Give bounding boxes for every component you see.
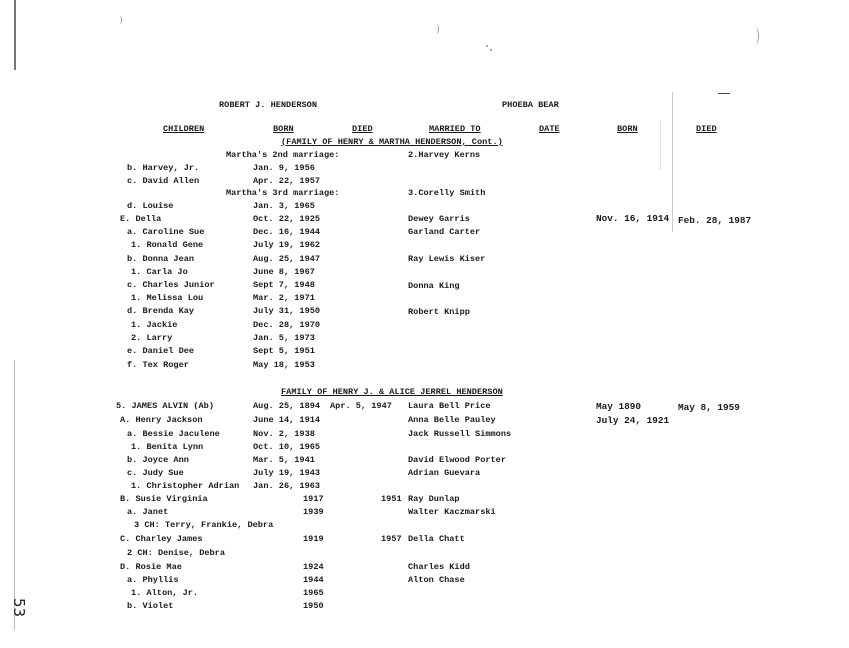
row-died: 1951 [381,494,402,504]
row-born: Jan. 9, 1956 [253,163,315,173]
col-children: CHILDREN [163,124,205,134]
scan-speck [718,93,730,94]
row-name: a. Janet [127,507,169,517]
row-born: July 19, 1962 [253,240,321,250]
row-married: Ray Lewis Kiser [408,254,486,264]
scan-speck [672,92,673,232]
scan-speck [118,16,122,24]
row-born: July 19, 1943 [253,468,321,478]
row-born: 1924 [303,562,324,572]
row-name: 1. Ronald Gene [131,240,204,250]
section-title-2: FAMILY OF HENRY J. & ALICE JERREL HENDERSON [281,387,503,397]
row-born: Nov. 2, 1938 [253,429,315,439]
row-note: 3 CH: Terry, Frankie, Debra [134,520,274,530]
row-name: e. Daniel Dee [127,346,195,356]
section-title-1: (FAMILY OF HENRY & MARTHA HENDERSON, Cont.) [281,137,503,147]
row-spouse-born: Nov. 16, 1914 [596,213,670,224]
row-married: 2.Harvey Kerns [408,150,481,160]
row-spouse-born: July 24, 1921 [596,415,670,426]
row-name: b. Donna Jean [127,254,195,264]
row-spouse-died: May 8, 1959 [678,402,740,413]
row-born: Martha's 3rd marriage: [226,188,340,198]
row-born: 1919 [303,534,324,544]
wife-name: PHOEBA BEAR [502,100,559,110]
row-name: 1. Carla Jo [131,267,188,277]
row-died: Apr. 5, 1947 [330,401,392,411]
row-married: David Elwood Porter [408,455,506,465]
row-name: b. Joyce Ann [127,455,189,465]
row-born: Dec. 28, 1970 [253,320,321,330]
row-born: 1939 [303,507,324,517]
page-number: 53 [10,598,28,618]
col-spouse-born: BORN [617,124,638,134]
row-name: 1. Benita Lynn [131,442,204,452]
row-name: 1. Alton, Jr. [131,588,199,598]
row-married: Alton Chase [408,575,465,585]
left-edge-mark [14,0,16,70]
row-born: Dec. 16, 1944 [253,227,321,237]
row-name: B. Susie Virginia [120,494,208,504]
row-born: July 31, 1950 [253,306,321,316]
scan-speck [490,49,492,51]
row-married: Anna Belle Pauley [408,415,496,425]
row-born: Mar. 2, 1971 [253,293,315,303]
row-spouse-died: Feb. 28, 1987 [678,215,752,226]
row-born: 1917 [303,494,324,504]
scan-speck [486,45,488,47]
row-name: 5. JAMES ALVIN (Ab) [116,401,214,411]
col-married-to: MARRIED TO [429,124,481,134]
left-edge-line [14,360,15,630]
row-married: Garland Carter [408,227,481,237]
row-name: C. Charley James [120,534,203,544]
row-born: Jan. 3, 1965 [253,201,315,211]
col-date: DATE [539,124,560,134]
row-born: Jan. 5, 1973 [253,333,315,343]
row-name: d. Brenda Kay [127,306,195,316]
row-born: Sept 5, 1951 [253,346,315,356]
row-married: Ray Dunlap [408,494,460,504]
row-married: Charles Kidd [408,562,470,572]
row-born: June 8, 1967 [253,267,315,277]
row-born: Sept 7, 1948 [253,280,315,290]
row-name: 1. Jackie [131,320,178,330]
row-born: Oct. 10, 1965 [253,442,321,452]
row-name: c. David Allen [127,176,200,186]
scan-speck [752,28,759,44]
row-name: f. Tex Roger [127,360,189,370]
row-note: 2 CH: Denise, Debra [127,548,225,558]
col-died: DIED [352,124,373,134]
row-married: Donna King [408,281,460,291]
row-born: 1944 [303,575,324,585]
row-name: A. Henry Jackson [120,415,203,425]
col-born: BORN [273,124,294,134]
col-spouse-died: DIED [696,124,717,134]
row-name: 1. Melissa Lou [131,293,204,303]
row-name: a. Phyllis [127,575,179,585]
row-married: Jack Russell Simmons [408,429,512,439]
row-born: May 18, 1953 [253,360,315,370]
row-name: a. Caroline Sue [127,227,205,237]
scan-speck [434,24,439,34]
row-born: Jan. 26, 1963 [253,481,321,491]
row-married: Robert Knipp [408,307,470,317]
row-born: Aug. 25, 1894 [253,401,321,411]
row-name: E. Della [120,214,162,224]
row-married: 3.Corelly Smith [408,188,486,198]
row-name: c. Charles Junior [127,280,215,290]
row-born: Martha's 2nd marriage: [226,150,340,160]
row-born: 1965 [303,588,324,598]
row-name: D. Rosie Mae [120,562,182,572]
row-born: June 14, 1914 [253,415,321,425]
row-married: Walter Kaczmarski [408,507,496,517]
scan-speck [660,120,661,170]
row-died: 1957 [381,534,402,544]
row-name: d. Louise [127,201,174,211]
row-born: 1950 [303,601,324,611]
row-born: Oct. 22, 1925 [253,214,321,224]
row-name: 1. Christopher Adrian [131,481,240,491]
row-name: a. Bessie Jaculene [127,429,220,439]
row-name: b. Harvey, Jr. [127,163,200,173]
row-born: Aug. 25, 1947 [253,254,321,264]
row-married: Laura Bell Price [408,401,491,411]
row-born: Mar. 5, 1941 [253,455,315,465]
row-name: 2. Larry [131,333,173,343]
row-married: Della Chatt [408,534,465,544]
row-born: Apr. 22, 1957 [253,176,321,186]
row-spouse-born: May 1890 [596,401,642,412]
row-name: b. Violet [127,601,174,611]
row-married: Dewey Garris [408,214,470,224]
husband-name: ROBERT J. HENDERSON [219,100,317,110]
row-name: c. Judy Sue [127,468,184,478]
row-married: Adrian Guevara [408,468,481,478]
